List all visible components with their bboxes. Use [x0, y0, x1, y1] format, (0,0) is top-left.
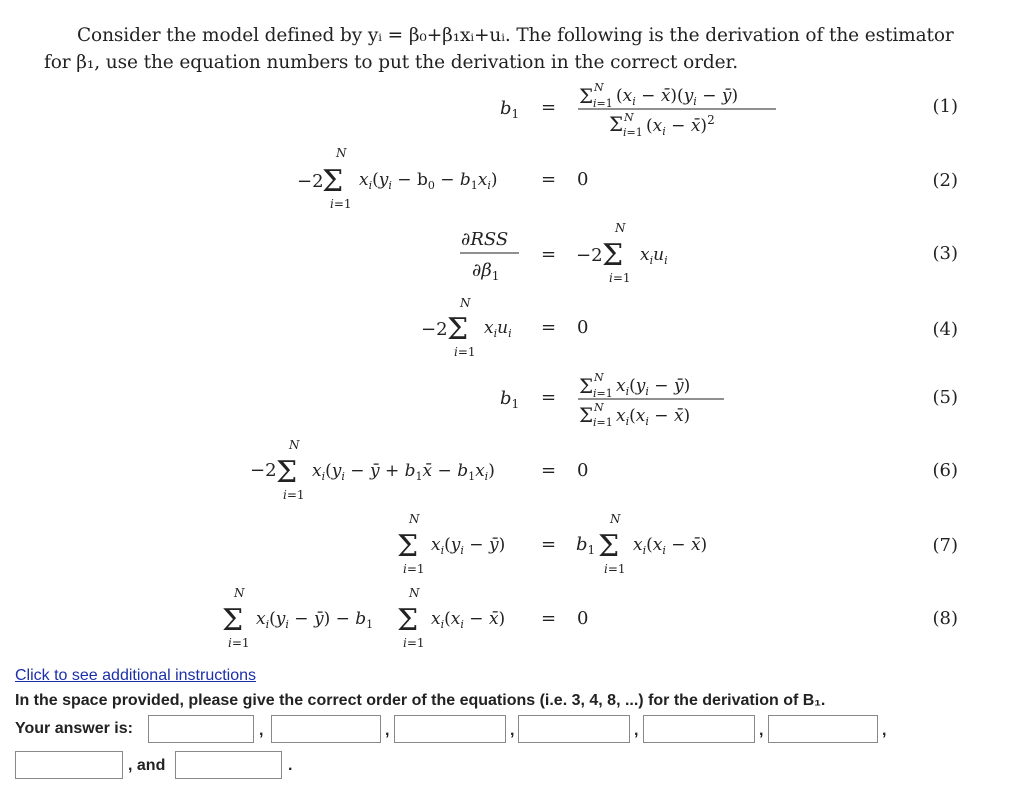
svg-text:N: N	[289, 438, 300, 452]
svg-text:i=1: i=1	[454, 345, 476, 359]
svg-text:=: =	[541, 608, 557, 629]
svg-text:N: N	[594, 371, 604, 384]
answer-input-1[interactable]	[148, 715, 254, 743]
svg-text:(xi − x̄)(yi − ȳ): ($x_i$ − $x̄)(y_i$ − ȳ)	[616, 86, 739, 108]
svg-text:N: N	[624, 111, 634, 124]
svg-text:Σ: Σ	[598, 529, 620, 564]
svg-text:b1: $b_1$	[576, 534, 596, 557]
svg-text:N: N	[610, 512, 621, 526]
svg-text:Σ: Σ	[222, 603, 244, 638]
svg-text:N: N	[409, 586, 420, 600]
svg-text:i=1: i=1	[593, 416, 613, 429]
svg-text:(xi − x̄)2: ($x_i$ − x̄)$^2$	[646, 113, 715, 138]
comma-separator: ,	[634, 722, 639, 739]
equation-7-math	[0, 510, 900, 580]
intro-line-1: Consider the model defined by yᵢ = β₀+β₁xᵢ+uᵢ. The following is the derivation of the estimator	[77, 25, 954, 46]
svg-text:0: 0	[577, 608, 589, 629]
svg-text:xiui: $x_iu_i$	[640, 245, 668, 267]
comma-separator: ,	[882, 722, 887, 739]
answer-label: Your answer is:	[15, 720, 133, 737]
equation-number-2: (2)	[932, 170, 958, 191]
answer-input-3[interactable]	[394, 715, 506, 743]
svg-text:=: =	[541, 387, 557, 408]
svg-text:b1: $b_1$	[500, 98, 520, 121]
comma-separator: ,	[510, 722, 515, 739]
svg-text:N: N	[460, 296, 471, 310]
svg-text:Σ: Σ	[397, 529, 419, 564]
equation-number-1: (1)	[932, 96, 958, 117]
svg-text:xi(yi − b0 − b1xi): $x_i(y_i - b_0 - b_1x_i)$	[359, 170, 498, 192]
intro-line-2: for β₁, use the equation numbers to put the derivation in the correct order.	[44, 52, 738, 73]
final-period: .	[288, 757, 293, 774]
svg-text:=: =	[541, 97, 557, 118]
svg-text:Σ: Σ	[609, 112, 624, 136]
answer-input-6[interactable]	[768, 715, 878, 743]
svg-text:xi(yi − ȳ) − b1: $x_i(y_i$ − ȳ) − $b_1$	[256, 609, 374, 631]
answer-input-4[interactable]	[518, 715, 630, 743]
svg-text:i=1: i=1	[330, 197, 352, 211]
svg-text:xi(yi − ȳ + b1x̄ − b1xi): $x_i(y_i$ − ȳ + $b_1x̄ - b_1x_i$)	[312, 461, 495, 483]
svg-text:i=1: i=1	[283, 488, 305, 502]
svg-text:0: 0	[577, 317, 589, 338]
svg-text:Σ: Σ	[579, 403, 594, 427]
equation-number-3: (3)	[932, 243, 958, 264]
svg-text:N: N	[594, 81, 604, 94]
svg-text:Σ: Σ	[276, 455, 298, 490]
equation-5-math	[0, 365, 900, 435]
svg-text:=: =	[541, 244, 557, 265]
svg-text:i=1: i=1	[593, 97, 613, 110]
svg-text:xiui: $x_iu_i$	[484, 318, 512, 340]
svg-text:Σ: Σ	[579, 374, 594, 398]
svg-text:Σ: Σ	[397, 603, 419, 638]
svg-text:−2: −2	[576, 245, 603, 266]
svg-text:=: =	[541, 317, 557, 338]
svg-text:i=1: i=1	[609, 271, 631, 285]
answer-input-8[interactable]	[175, 751, 282, 779]
svg-text:xi(yi − ȳ): $x_i(y_i$ − ȳ)	[431, 535, 506, 557]
svg-text:N: N	[336, 146, 347, 160]
equation-8-math	[0, 584, 900, 654]
svg-text:i=1: i=1	[403, 562, 425, 576]
equation-2-math	[0, 145, 900, 215]
answer-input-5[interactable]	[643, 715, 755, 743]
svg-text:N: N	[615, 221, 626, 235]
svg-text:Σ: Σ	[602, 238, 624, 273]
svg-text:i=1: i=1	[593, 387, 613, 400]
instruction-prompt: In the space provided, please give the correct order of the equations (i.e. 3, 4, 8, ...) for the derivation of B₁.	[15, 692, 826, 709]
equation-number-6: (6)	[932, 460, 958, 481]
svg-text:Σ: Σ	[322, 164, 344, 199]
svg-text:N: N	[594, 401, 604, 414]
svg-text:∂β1: $\partial\beta_1$	[472, 260, 500, 283]
svg-text:−2: −2	[250, 460, 277, 481]
svg-text:xi(xi − x̄): $x_i(x_i$ − x̄)	[616, 406, 691, 428]
svg-text:0: 0	[577, 169, 589, 190]
svg-text:=: =	[541, 534, 557, 555]
additional-instructions-link[interactable]: Click to see additional instructions	[15, 667, 257, 684]
and-label: , and	[128, 757, 166, 774]
answer-input-7[interactable]	[15, 751, 123, 779]
comma-separator: ,	[759, 722, 764, 739]
svg-text:i=1: i=1	[403, 636, 425, 650]
equation-number-7: (7)	[932, 535, 958, 556]
equation-number-8: (8)	[932, 608, 958, 629]
svg-text:Σ: Σ	[579, 84, 594, 108]
svg-text:−2: −2	[297, 171, 324, 192]
equation-4-math	[0, 293, 900, 363]
equation-3-math	[0, 220, 900, 290]
svg-text:b1: $b_1$	[500, 388, 520, 411]
svg-text:i=1: i=1	[623, 126, 643, 139]
comma-separator: ,	[259, 722, 264, 739]
svg-text:xi(xi − x̄): $x_i(x_i$ − x̄)	[633, 535, 708, 557]
equation-number-5: (5)	[932, 387, 958, 408]
svg-text:0: 0	[577, 460, 589, 481]
svg-text:i=1: i=1	[228, 636, 250, 650]
svg-text:N: N	[409, 512, 420, 526]
svg-text:−2: −2	[421, 319, 448, 340]
equation-6-math	[0, 436, 900, 506]
svg-text:N: N	[234, 586, 245, 600]
svg-text:xi(yi − ȳ): $x_i(y_i$ − ȳ)	[616, 376, 691, 398]
svg-text:=: =	[541, 169, 557, 190]
equation-number-4: (4)	[932, 319, 958, 340]
comma-separator: ,	[385, 722, 390, 739]
svg-text:i=1: i=1	[604, 562, 626, 576]
svg-text:Σ: Σ	[447, 312, 469, 347]
answer-input-2[interactable]	[271, 715, 381, 743]
svg-text:∂RSS: ∂RSS	[461, 229, 509, 250]
svg-text:=: =	[541, 460, 557, 481]
svg-text:xi(xi − x̄): $x_i(x_i$ − x̄)	[431, 609, 506, 631]
equation-1-math	[0, 75, 900, 145]
